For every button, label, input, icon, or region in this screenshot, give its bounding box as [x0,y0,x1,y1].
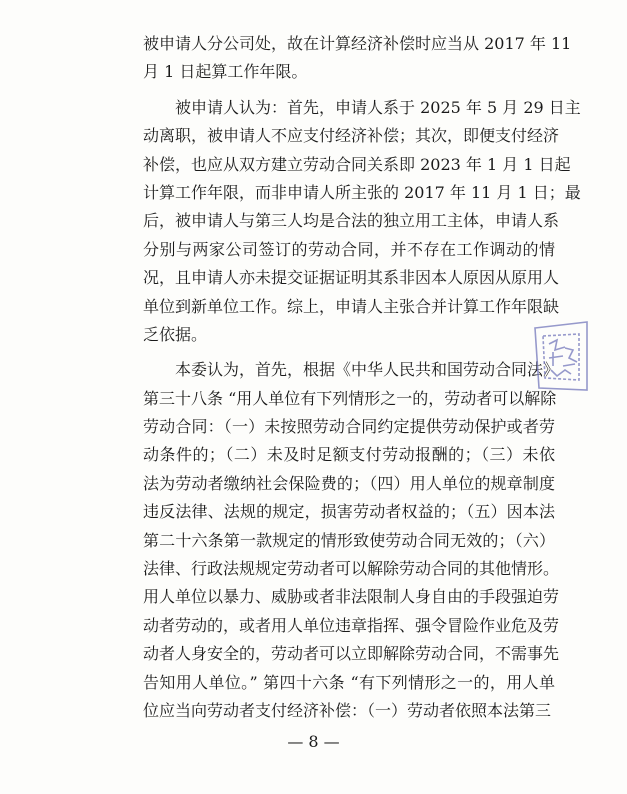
text-line: 况，且申请人亦未提交证据证明其系非因本人原因从原用人 [143,268,560,288]
text-line: 违反法律、法规的规定，损害劳动者权益的；（五）因本法 [143,502,555,522]
text-line: 计算工作年限，而非申请人所主张的 2017 年 11 月 1 日；最 [143,182,581,202]
text-line: 告知用人单位。” 第四十六条 “有下列情形之一的，用人单 [143,672,555,692]
page-number: — 8 — [287,732,340,751]
text-line: 动条件的；（二）未及时足额支付劳动报酬的；（三）未依 [143,445,555,465]
text-line: 单位到新单位工作。综上，申请人主张合并计算工作年限缺 [143,296,560,316]
text-line: 动离职，被申请人不应支付经济补偿；其次，即便支付经济 [143,126,560,146]
text-line: 月 1 日起算工作年限。 [143,62,308,82]
paragraph-gap [143,87,555,94]
text-line: 动者劳动的，或者用人单位违章指挥、强令冒险作业危及劳 [143,615,560,635]
text-line: 补偿，也应从双方建立劳动合同关系即 2023 年 1 月 1 日起 [143,154,571,174]
text-line: 位应当向劳动者支付经济补偿：（一）劳动者依照本法第三 [143,700,552,720]
paragraph-gap [143,349,555,356]
text-line: 用人单位以暴力、威胁或者非法限制人身自由的手段强迫劳 [143,587,560,607]
text-line: 分别与两家公司签订的劳动合同，并不存在工作调动的情 [143,239,555,259]
text-line: 被申请人分公司处，故在计算经济补偿时应当从 2017 年 11 [143,34,572,53]
text-line: 第二十六条第一款规定的情形致使劳动合同无效的；（六） [143,530,555,550]
text-line: 后，被申请人与第三人均是合法的独立用工主体，申请人系 [143,211,560,231]
text-line: 法为劳动者缴纳社会保险费的；（四）用人单位的规章制度 [143,473,555,493]
seal-stamp-icon [527,318,589,394]
document-body [143,30,581,725]
text-line: 劳动合同：（一）未按照劳动合同约定提供劳动保护或者劳 [143,417,555,437]
paragraph [143,30,572,87]
text-line: 动者人身安全的，劳动者可以立即解除劳动合同，不需事先 [143,644,560,664]
text-line: 第三十八条 “用人单位有下列情形之一的，劳动者可以解除 [143,388,557,408]
text-line: 被申请人认为：首先，申请人系于 2025 年 5 月 29 日主 [175,97,581,117]
text-line: 法律、行政法规规定劳动者可以解除劳动合同的其他情形。 [143,559,560,579]
text-line: 乏依据。 [143,324,208,344]
text-line: 本委认为，首先，根据《中华人民共和国劳动合同法》 [175,360,560,380]
paragraph [143,94,581,350]
paragraph [143,356,560,725]
